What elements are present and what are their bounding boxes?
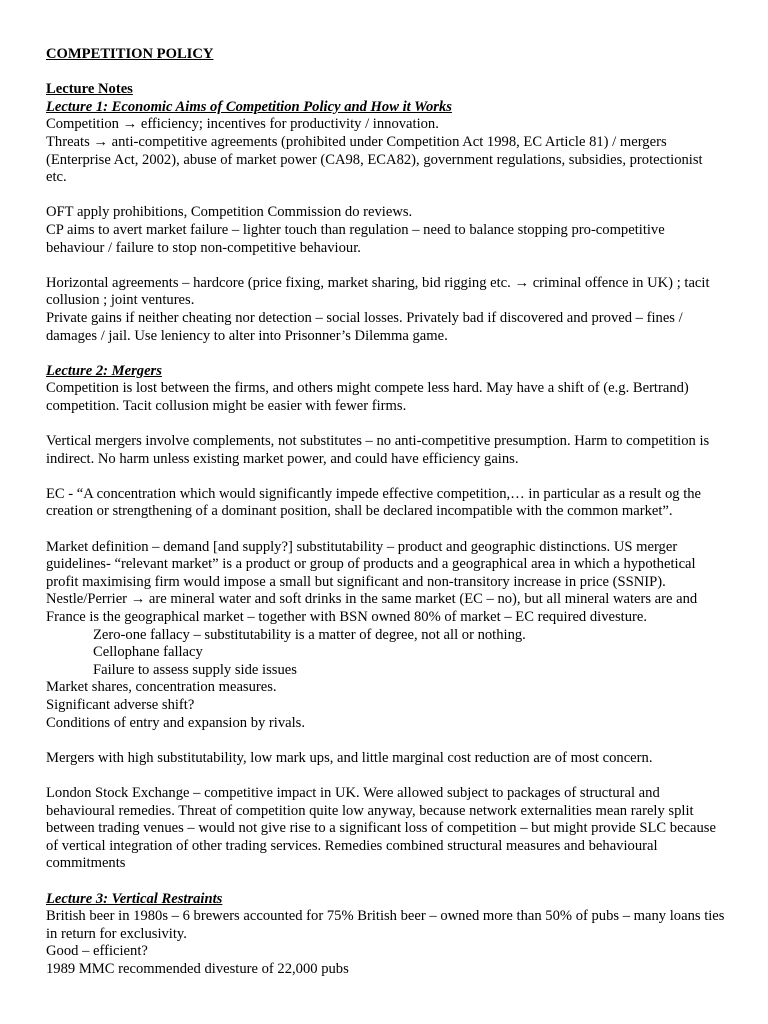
paragraph: Mergers with high substitutability, low mark ups, and little marginal cost reduction are of most concern. [46,749,653,766]
indented-line: Failure to assess supply side issues [93,661,297,678]
document-title: COMPETITION POLICY [46,46,214,62]
list-line: Market shares, concentration measures. [46,679,277,696]
lecture-3-title: Lecture 3: Vertical Restraints [46,890,223,907]
document-body [46,46,726,978]
paragraph: Competition → efficiency; incentives for productivity / innovation. [46,116,439,133]
paragraph: OFT apply prohibitions, Competition Commission do reviews. [46,204,413,221]
indented-line: Zero-one fallacy – substitutability is a matter of degree, not all or nothing. [93,626,526,643]
paragraph: EC - “A concentration which would significantly impede effective competition,… in particular as a result og the creation or strengthening of a dominant position, shall be declared incompatible with the common market”. [46,485,702,520]
paragraph: British beer in 1980s – 6 brewers accounted for 75% British beer – owned more than 50% of pubs – many loans ties in return for exclusivity. [46,908,725,942]
paragraph: Vertical mergers involve complements, not substitutes – no anti-competitive presumption. Harm to competition is indirect. No harm unless existing market power, and could have efficiency gains. [46,433,710,467]
paragraph: 1989 MMC recommended divesture of 22,000 pubs [46,960,349,977]
list-line: Conditions of entry and expansion by rivals. [46,714,306,731]
lecture-2-title: Lecture 2: Mergers [46,362,162,379]
paragraph: Private gains if neither cheating nor detection – social losses. Privately bad if discovered and proved – fines / damages / jail. Use leniency to alter into Prisonner’s Dilemma game. [46,309,683,344]
indented-line: Cellophane fallacy [93,644,203,661]
list-line: Significant adverse shift? [46,696,195,713]
paragraph: CP aims to avert market failure – lighter touch than regulation – need to balance stopping pro-competitive behaviour / failure to stop non-competitive behaviour. [46,221,665,256]
paragraph: Competition is lost between the firms, and others might compete less hard. May have a shift of (e.g. Bertrand) competition. Tacit collusion might be easier with fewer firms. [46,380,689,414]
notes-heading: Lecture Notes [46,81,133,98]
paragraph: Good – efficient? [46,943,148,960]
paragraph: Market definition – demand [and supply?] substitutability – product and geographic distinctions. US merger guidelines- “relevant market” is a product or group of products and a geographical area in which a hypothetical profit maximising firm would impose a small but significant and non-transitory increase in price (SSNIP). Nestle/Perrier → are mineral water and soft drinks in the same market (EC – no), but all mineral waters are and France is the geographical market – together with BSN owned 80% of market – EC required divesture. [46,538,698,625]
lecture-1-title: Lecture 1: Economic Aims of Competition Policy and How it Works [46,98,452,115]
paragraph: Threats → anti-competitive agreements (prohibited under Competition Act 1998, EC Article 81) / mergers (Enterprise Act, 2002), abuse of market power (CA98, ECA82), government regulations, subsidies, protectionist etc. [46,133,703,186]
paragraph: London Stock Exchange – competitive impact in UK. Were allowed subject to packages of structural and behavioural remedies. Threat of competition quite low anyway, because network externalities mean rarely split between trading venues – would not give rise to a significant loss of competition – but might provide SLC because of vertical integration of other trading services. Remedies combined structural measures and behavioural commitments [46,784,716,872]
paragraph: Horizontal agreements – hardcore (price fixing, market sharing, bid rigging etc. → criminal offence in UK) ; tacit collusion ; joint ventures. [46,274,710,309]
